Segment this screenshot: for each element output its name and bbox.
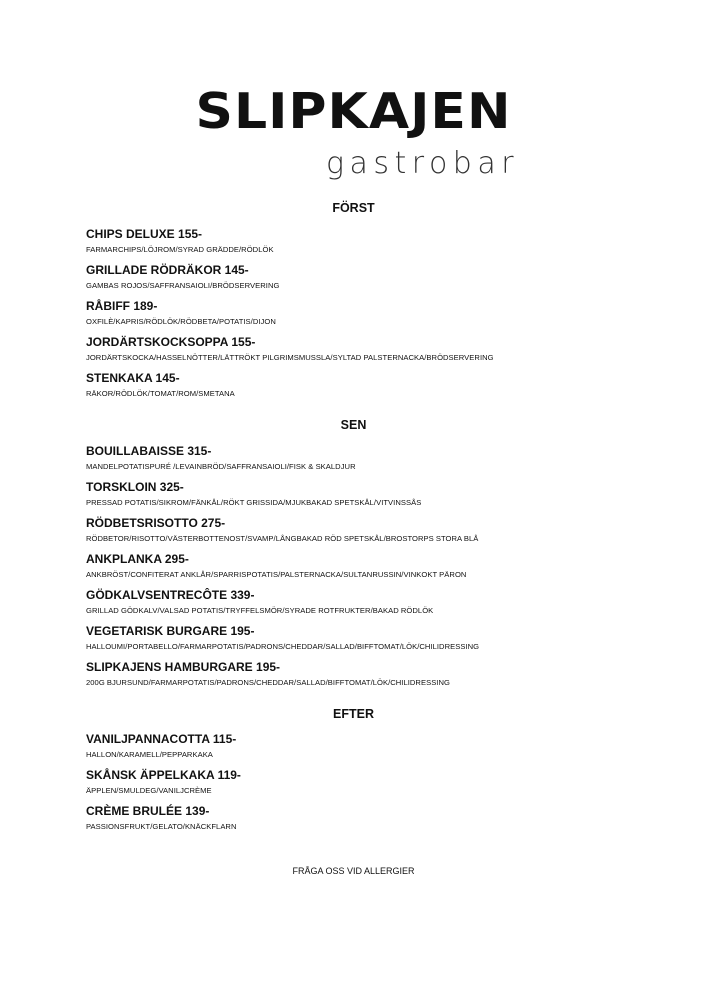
- menu-item-name: JORDÄRTSKOCKSOPPA 155-: [86, 335, 256, 349]
- menu-item-name: VANILJPANNACOTTA 115-: [86, 732, 237, 746]
- allergy-note: FRÅGA OSS VID ALLERGIER: [292, 866, 415, 876]
- logo-name: SLIPKAJEN: [195, 83, 512, 141]
- menu-item-desc: 200G BJURSUND/FARMARPOTATIS/PADRONS/CHEDDAR/SALLAD/BIFFTOMAT/LÖK/CHILIDRESSING: [86, 678, 450, 687]
- menu-item: [86, 552, 466, 580]
- section-title: FÖRST: [332, 201, 375, 215]
- menu-item-desc: RÖDBETOR/RISOTTO/VÄSTERBOTTENOST/SVAMP/LÅNGBAKAD RÖD SPETSKÅL/BROSTORPS STORA BLÅ: [86, 534, 479, 543]
- menu-item: [86, 227, 274, 255]
- menu-item: [86, 299, 276, 327]
- menu-item-name: SKÅNSK ÄPPELKAKA 119-: [86, 768, 241, 782]
- menu-item-desc: FARMARCHIPS/LÖJROM/SYRAD GRÄDDE/RÖDLÖK: [86, 245, 274, 254]
- menu-item-desc: HALLON/KARAMELL/PEPPARKAKA: [86, 750, 213, 759]
- menu-item-name: TORSKLOIN 325-: [86, 480, 184, 494]
- menu-item-name: STENKAKA 145-: [86, 371, 180, 385]
- logo-tagline: gastrobar: [326, 146, 520, 181]
- menu-item-name: CHIPS DELUXE 155-: [86, 227, 203, 241]
- menu-item-desc: PASSIONSFRUKT/GELATO/KNÄCKFLARN: [86, 822, 237, 831]
- menu-item: [86, 444, 356, 472]
- section-title: EFTER: [333, 707, 374, 721]
- menu-item-name: RÖDBETSRISOTTO 275-: [86, 516, 226, 530]
- menu-item-name: GÖDKALVSENTRECÔTE 339-: [86, 588, 255, 602]
- menu-item: [86, 516, 478, 544]
- menu-item: [86, 371, 235, 399]
- menu-item-desc: GRILLAD GÖDKALV/VALSAD POTATIS/TRYFFELSMÖR/SYRADE ROTFRUKTER/BAKAD RÖDLÖK: [86, 606, 434, 615]
- menu-item-desc: PRESSAD POTATIS/SIKROM/FÄNKÅL/RÖKT GRISSIDA/MJUKBAKAD SPETSKÅL/VITVINSSÅS: [86, 498, 422, 507]
- section-title: SEN: [340, 418, 367, 432]
- menu-item-desc: ÄPPLEN/SMULDEG/VANILJCRÈME: [86, 786, 212, 795]
- menu-item-desc: GAMBAS ROJOS/SAFFRANSAIOLI/BRÖDSERVERING: [86, 281, 280, 290]
- menu-item: [86, 480, 421, 508]
- menu-item: [86, 732, 236, 760]
- menu-item-name: RÅBIFF 189-: [86, 299, 158, 313]
- menu-item: [86, 335, 494, 363]
- menu-item-name: GRILLADE RÖDRÄKOR 145-: [86, 263, 249, 277]
- menu-item-desc: ANKBRÖST/CONFITERAT ANKLÅR/SPARRISPOTATIS/PALSTERNACKA/SULTANRUSSIN/VINKOKT PÄRON: [86, 570, 467, 579]
- menu-item-name: ANKPLANKA 295-: [86, 552, 189, 566]
- menu-item-name: BOUILLABAISSE 315-: [86, 444, 212, 458]
- restaurant-logo: [0, 82, 707, 181]
- menu-item-name: SLIPKAJENS HAMBURGARE 195-: [86, 660, 281, 674]
- menu-item: [86, 660, 450, 688]
- menu-item-desc: HALLOUMI/PORTABELLO/FARMARPOTATIS/PADRONS/CHEDDAR/SALLAD/BIFFTOMAT/LÖK/CHILIDRESSING: [86, 642, 480, 651]
- menu-item-name: CRÈME BRULÉE 139-: [86, 804, 210, 818]
- menu-item-name: VEGETARISK BURGARE 195-: [86, 624, 255, 638]
- menu-item-desc: JORDÄRTSKOCKA/HASSELNÖTTER/LÄTTRÖKT PILGRIMSMUSSLA/SYLTAD PALSTERNACKA/BRÖDSERVERING: [86, 353, 494, 362]
- menu-item-desc: MANDELPOTATISPURÉ /LEVAINBRÖD/SAFFRANSAIOLI/FISK & SKALDJUR: [86, 462, 356, 471]
- menu-item: [86, 263, 279, 291]
- menu-item-desc: RÄKOR/RÖDLÖK/TOMAT/ROM/SMETANA: [86, 389, 235, 398]
- menu-item: [86, 588, 433, 616]
- menu-item: [86, 768, 241, 796]
- menu-item-desc: OXFILÈ/KAPRIS/RÖDLÖK/RÖDBETA/POTATIS/DIJON: [86, 317, 276, 326]
- menu-item: [86, 804, 237, 832]
- menu-item: [86, 624, 479, 652]
